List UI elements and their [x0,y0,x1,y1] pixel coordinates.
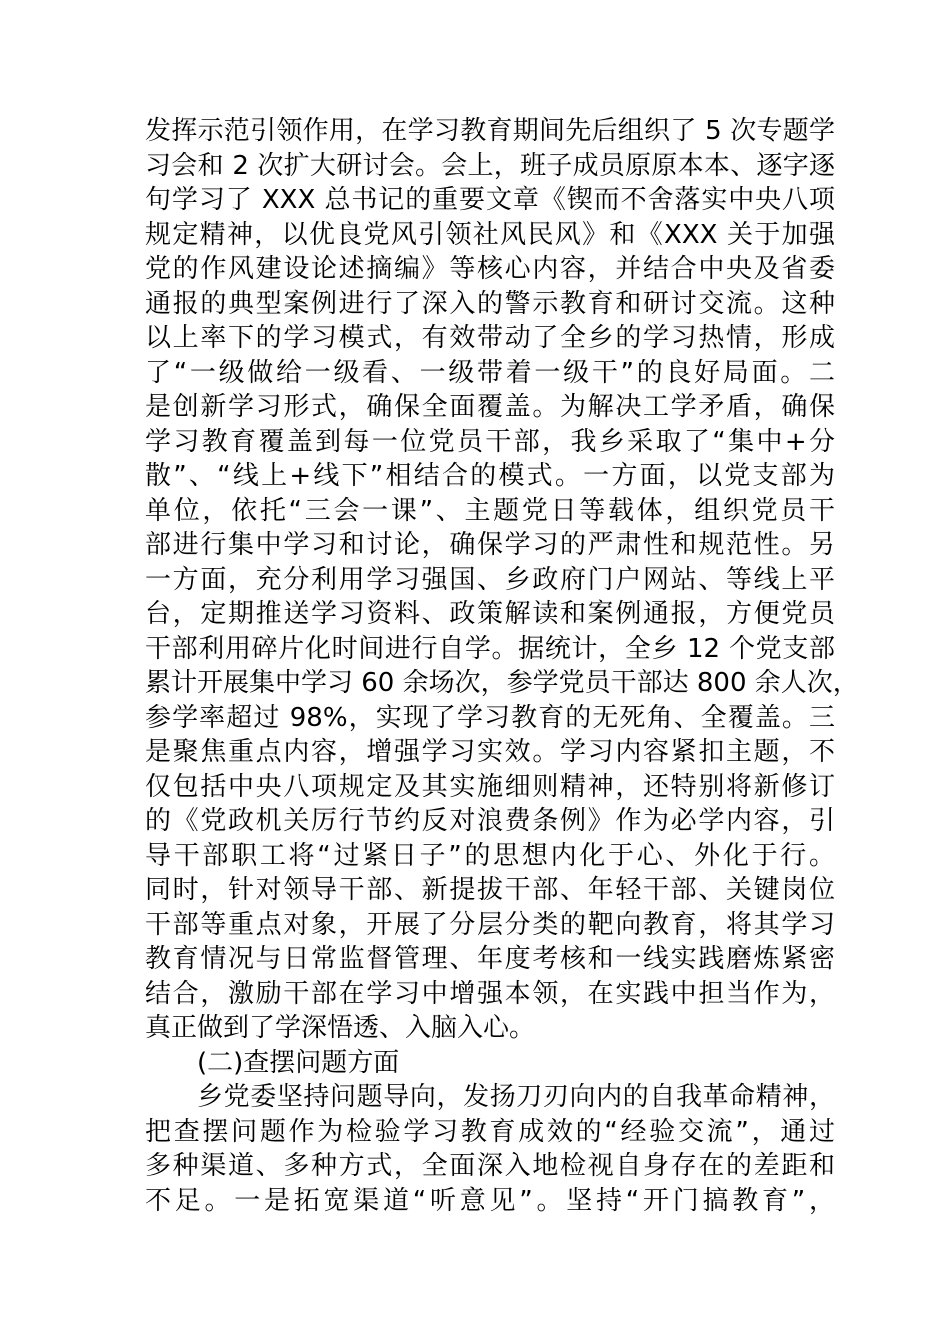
paragraph-1-line-14: 一方面，充分利用学习强国、乡政府门户网站、等线上平 [145,564,835,595]
paragraph-1-line-18: 参学率超过 98%，实现了学习教育的无死角、全覆盖。三 [145,702,835,733]
paragraph-1-line-21: 的《党政机关厉行节约反对浪费条例》作为必学内容，引 [145,806,835,836]
paragraph-1-line-26: 结合，激励干部在学习中增强本领，在实践中担当作为， [145,978,835,1009]
paragraph-1-line-24: 干部等重点对象，开展了分层分类的靶向教育，将其学习 [145,909,835,940]
paragraph-1-line-3: 句学习了 XXX 总书记的重要文章《锲而不舍落实中央八项 [145,185,835,215]
paragraph-1-line-7: 以上率下的学习模式，有效带动了全乡的学习热情，形成 [145,323,835,353]
paragraph-1-line-15: 台，定期推送学习资料、政策解读和案例通报，方便党员 [145,599,835,629]
paragraph-1-line-4: 规定精神，以优良党风引领社风民风》和《XXX 关于加强 [145,219,835,250]
document-body [145,114,859,1218]
paragraph-1-line-1: 发挥示范引领作用，在学习教育期间先后组织了 5 次专题学 [145,116,835,146]
paragraph-2-line-3: 多种渠道、多种方式，全面深入地检视自身存在的差距和 [145,1151,835,1181]
paragraph-2-line-4: 不足。一是拓宽渠道“听意见”。坚持“开门搞教育”， [145,1185,835,1216]
paragraph-1-line-16: 干部利用碎片化时间进行自学。据统计，全乡 12 个党支部 [145,633,835,664]
paragraph-1-line-13: 部进行集中学习和讨论，确保学习的严肃性和规范性。另 [145,530,835,560]
paragraph-1-line-5: 党的作风建设论述摘编》等核心内容，并结合中央及省委 [145,254,835,284]
paragraph-1-line-17: 累计开展集中学习 60 余场次，参学党员干部达 800 余人次， [145,668,859,698]
paragraph-1-line-20: 仅包括中央八项规定及其实施细则精神，还特别将新修订 [145,771,835,802]
paragraph-1-line-10: 学习教育覆盖到每一位党员干部，我乡采取了“集中+分 [145,426,835,457]
paragraph-2-line-1: 乡党委坚持问题导向，发扬刀刃向内的自我革命精神， [197,1082,835,1112]
paragraph-1-line-8: 了“一级做给一级看、一级带着一级干”的良好局面。二 [145,357,835,388]
paragraph-1-line-11: 散”、“线上+线下”相结合的模式。一方面，以党支部为 [145,461,835,491]
paragraph-2-line-2: 把查摆问题作为检验学习教育成效的“经验交流”，通过 [145,1116,835,1147]
paragraph-1-line-9: 是创新学习形式，确保全面覆盖。为解决工学矛盾，确保 [145,392,835,422]
paragraph-1-line-12: 单位，依托“三会一课”、主题党日等载体，组织党员干 [145,495,835,526]
paragraph-1-line-19: 是聚焦重点内容，增强学习实效。学习内容紧扣主题，不 [145,737,835,767]
paragraph-1-line-22: 导干部职工将“过紧日子”的思想内化于心、外化于行。 [145,840,835,871]
paragraph-1-line-25: 教育情况与日常监督管理、年度考核和一线实践磨炼紧密 [145,944,835,974]
paragraph-1-line-23: 同时，针对领导干部、新提拔干部、年轻干部、关键岗位 [145,875,835,905]
paragraph-1-line-2: 习会和 2 次扩大研讨会。会上，班子成员原原本本、逐字逐 [145,150,835,181]
paragraph-1-line-27: 真正做到了学深悟透、入脑入心。 [145,1013,536,1043]
paragraph-1-line-6: 通报的典型案例进行了深入的警示教育和研讨交流。这种 [145,288,835,319]
section-heading: (二)查摆问题方面 [197,1047,400,1078]
